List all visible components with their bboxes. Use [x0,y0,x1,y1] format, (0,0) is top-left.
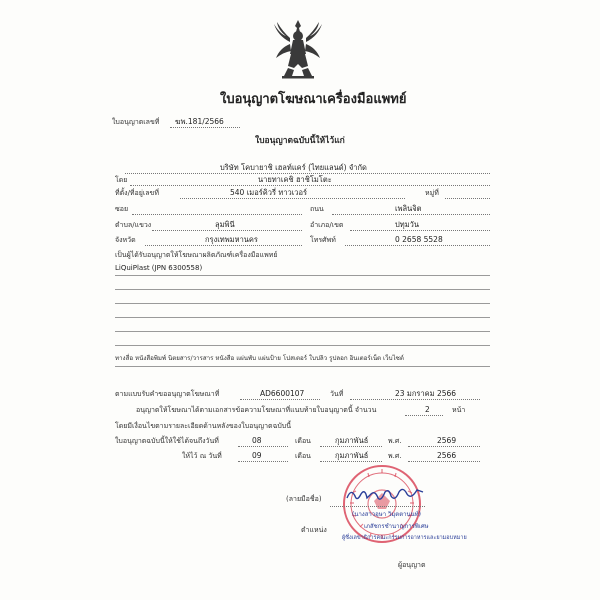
district-label: อำเภอ/เขต [310,221,344,229]
pages-count: 2 [425,405,430,414]
issued-year: 2566 [437,451,457,460]
pages-unit: หน้า [452,406,466,414]
document-title: ใบอนุญาตโฆษณาเครื่องมือแพทย์ [220,92,407,107]
ruled-line [115,317,490,318]
road-dots [332,214,490,215]
address-dots [180,198,405,199]
company-name: บริษัท โคบายาชิ เฮลท์แคร์ (ไทยแลนด์) จำกัด [220,163,367,172]
valid-until-label: ใบอนุญาตฉบับนี้ให้ใช้ได้จนถึงวันที่ [115,437,219,445]
subdistrict-value: ลุมพินี [215,220,235,229]
request-label: ตามแบบรับคำขออนุญาตโฆษณาที่ [115,390,220,398]
ruled-line [115,275,490,276]
request-date-label: วันที่ [330,390,344,398]
valid-month-dots [320,446,382,447]
issued-era-label: พ.ศ. [388,452,402,460]
ruled-line [115,366,490,367]
phone-dots [345,245,490,246]
valid-day: 08 [252,436,262,445]
moo-label: หมู่ที่ [425,189,439,197]
request-date: 23 มกราคม 2566 [395,389,457,398]
pages-dots [405,415,443,416]
licensor-label: ผู้อนุญาต [398,561,426,569]
subdistrict-dots [152,230,302,231]
address-label: ที่ตั้ง/ที่อยู่เลขที่ [115,189,159,197]
valid-year-dots [408,446,480,447]
company-dots [125,173,490,174]
issued-label: ให้ไว้ ณ วันที่ [182,452,222,460]
license-no-dots [170,127,240,128]
representative-dots [130,185,490,186]
signature-label: (ลายมือชื่อ) [286,495,322,503]
by-label: โดย [115,176,128,184]
valid-month-label: เดือน [295,437,311,445]
issued-to-heading: ใบอนุญาตฉบับนี้ให้ไว้แก่ [255,136,345,146]
position-label: ตำแหน่ง [301,526,327,534]
ruled-line [115,303,490,304]
product-name: LiQuiPlast (JPN 6300558) [115,264,203,272]
province-dots [145,245,302,246]
subdistrict-label: ตำบล/แขวง [115,221,152,229]
garuda-emblem-icon [272,18,324,80]
district-dots [350,230,490,231]
phone-value: 0 2658 5528 [395,235,443,244]
district-value: ปทุมวัน [395,220,419,229]
ruled-line [115,331,490,332]
valid-era-label: พ.ศ. [388,437,402,445]
soi-label: ซอย [115,205,129,213]
road-label: ถนน [310,205,324,213]
issued-day-dots [238,461,288,462]
request-number-dots [240,399,320,400]
license-no-value: ฆพ.181/2566 [175,117,224,126]
province-value: กรุงเทพมหานคร [205,235,258,244]
issued-month-dots [320,461,382,462]
request-date-dots [350,399,480,400]
address-value: 540 เมอร์คิวรี่ ทาวเวอร์ [230,188,308,197]
phone-label: โทรศัพท์ [310,236,336,244]
ruled-line [115,345,490,346]
position-line1: เภสัชกรชำนาญการพิเศษ [364,523,429,530]
issued-day: 09 [252,451,262,460]
signature-dots [330,506,425,507]
media-list: ทางสื่อ หนังสือพิมพ์ นิตยสาร/วารสาร หนังสือ แผ่นพับ แผ่นป้าย โปสเตอร์ ใบปลิว รูปลอก อินเตอร์เน็ต เว็บไซต์ [115,355,404,362]
issued-year-dots [408,461,480,462]
handwritten-signature [345,486,425,506]
ruled-line [115,289,490,290]
issued-month: กุมภาพันธ์ [335,451,369,460]
moo-dots [445,198,490,199]
road-value: เพลินจิต [395,204,422,213]
pages-text: อนุญาตให้โฆษณาได้ตามเอกสารข้อความโฆษณาที่แนบท้ายใบอนุญาตนี้ จำนวน [136,406,377,414]
representative-name: นายทาเคชิ ฮาชิโมโตะ [258,175,332,184]
valid-year: 2569 [437,436,457,445]
request-number: AD6600107 [260,389,305,398]
province-label: จังหวัด [115,236,136,244]
soi-dots [132,214,302,215]
valid-month: กุมภาพันธ์ [335,436,369,445]
issued-month-label: เดือน [295,452,311,460]
conditions-text: โดยมีเงื่อนไขตามรายละเอียดด้านหลังของใบอนุญาตฉบับนี้ [115,422,292,430]
signer-name: (นางสาวอุษา วิมุตตานนท์) [352,511,421,518]
license-no-label: ใบอนุญาตเลขที่ [112,118,160,126]
position-line2: ผู้ซึ่งเลขาธิการคณะกรรมการอาหารและยามอบหมาย [342,535,467,541]
advert-intro: เป็นผู้ได้รับอนุญาตให้โฆษณาผลิตภัณฑ์เครื่องมือแพทย์ [115,251,278,259]
valid-day-dots [238,446,288,447]
